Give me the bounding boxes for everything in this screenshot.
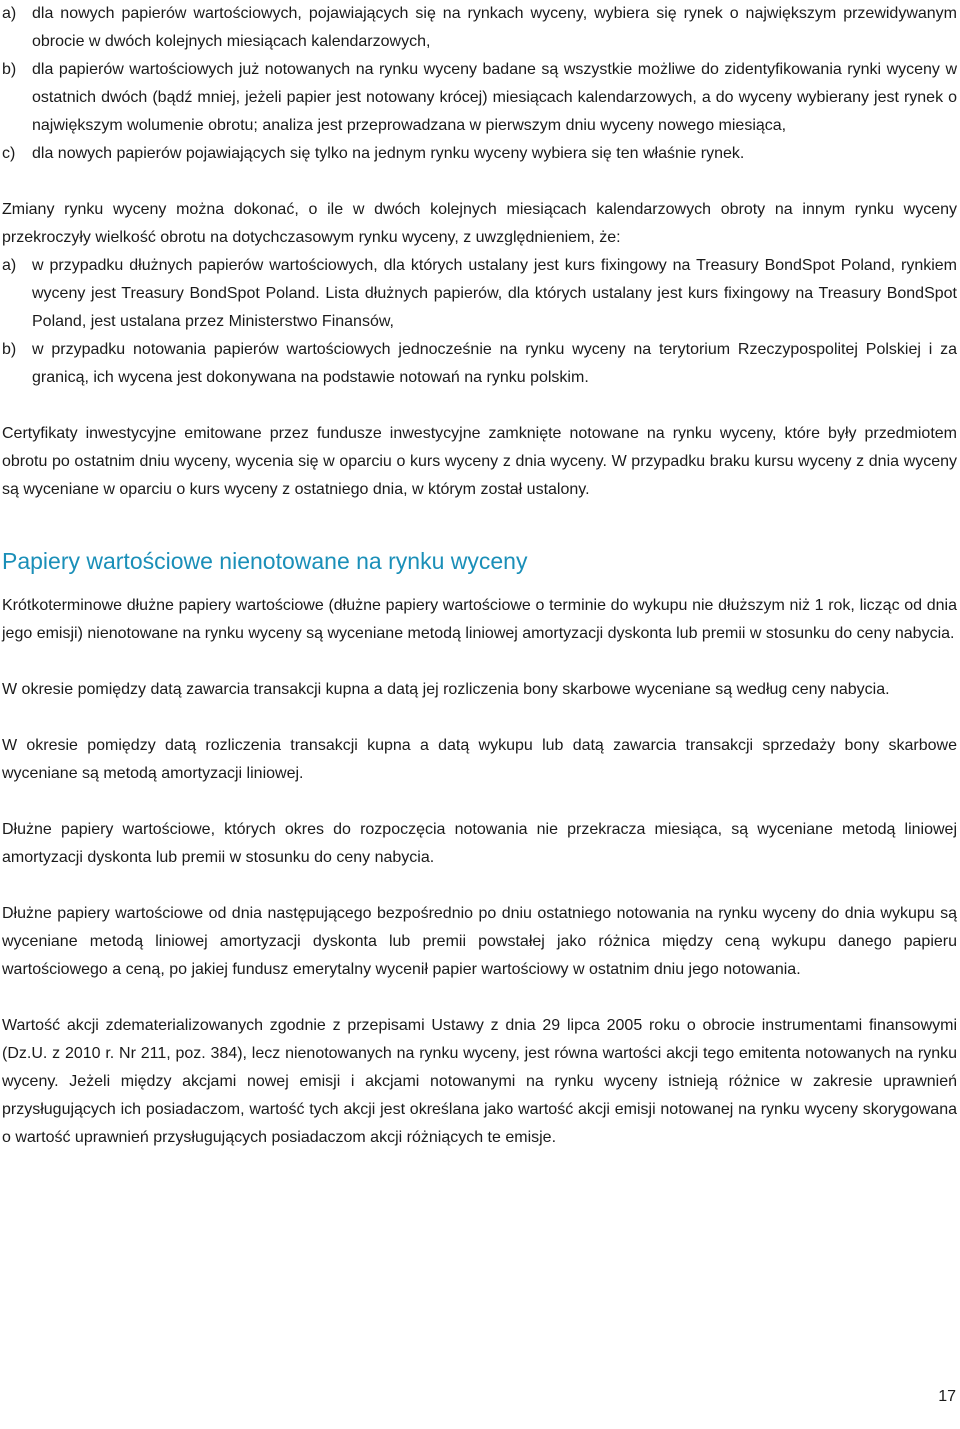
list-item-text: w przypadku dłużnych papierów wartościowych, dla których ustalany jest kurs fixingowy na Treasury BondSpot Poland, rynkiem wyceny jest Treasury BondSpot Poland. Lista dłużnych papierów, dla których ustalany jest kurs fixingowy na Treasury BondSpot Poland, jest ustalana przez Ministerstwo Finansów, [32,257,957,330]
list-marker: b) [2,341,17,358]
list-item [2,252,957,336]
list-marker: a) [2,257,17,274]
list-item [2,0,957,56]
paragraph-market-change: Zmiany rynku wyceny można dokonać, o ile w dwóch kolejnych miesiącach kalendarzowych obroty na innym rynku wyceny przekroczyły wielkość obrotu na dotychczasowym rynku wyceny, z uwzględnieniem, że: [2,201,957,246]
document-page [2,0,957,1152]
paragraph: Dłużne papiery wartościowe od dnia następującego bezpośrednio po dniu ostatniego notowania na rynku wyceny do dnia wykupu są wyceniane metodą liniowej amortyzacji dyskonta lub premii powstałej jako różnica między ceną wykupu danego papieru wartościowego a ceną, po jakiej fundusz emerytalny wycenił papier wartościowy w ostatnim dniu jego notowania. [2,905,957,978]
paragraph: Dłużne papiery wartościowe, których okres do rozpoczęcia notowania nie przekracza miesiąca, są wyceniane metodą liniowej amortyzacji dyskonta lub premii w stosunku do ceny nabycia. [2,821,957,866]
list-item-text: w przypadku notowania papierów wartościowych jednocześnie na rynku wyceny na terytorium Rzeczypospolitej Polskiej i za granicą, ich wycena jest dokonywana na podstawie notowań na rynku polskim. [32,341,957,386]
section-heading: Papiery wartościowe nienotowane na rynku wyceny [2,548,528,574]
list-marker: c) [2,145,16,162]
market-selection-list [2,0,957,168]
list-item [2,140,957,168]
list-item [2,336,957,392]
list-item-text: dla nowych papierów pojawiających się tylko na jednym rynku wyceny wybiera się ten właśnie rynek. [32,145,745,162]
paragraph: W okresie pomiędzy datą rozliczenia transakcji kupna a datą wykupu lub datą zawarcia transakcji sprzedaży bony skarbowe wyceniane są metodą amortyzacji liniowej. [2,737,957,782]
paragraph: W okresie pomiędzy datą zawarcia transakcji kupna a datą jej rozliczenia bony skarbowe wyceniane są według ceny nabycia. [2,681,890,698]
list-item-text: dla nowych papierów wartościowych, pojawiających się na rynkach wyceny, wybiera się rynek o największym przewidywanym obrocie w dwóch kolejnych miesiącach kalendarzowych, [32,5,957,50]
list-item-text: dla papierów wartościowych już notowanych na rynku wyceny badane są wszystkie możliwe do zidentyfikowania rynki wyceny w ostatnich dwóch (bądź mniej, jeżeli papier jest notowany krócej) miesiącach kalendarzowych, a do wyceny wybierany jest rynek o największym wolumenie obrotu; analiza jest przeprowadzana w pierwszym dniu wyceny nowego miesiąca, [32,61,957,134]
paragraph-certificates: Certyfikaty inwestycyjne emitowane przez fundusze inwestycyjne zamknięte notowane na rynku wyceny, które były przedmiotem obrotu po ostatnim dniu wyceny, wycenia się w oparciu o kurs wyceny z dnia wyceny. W przypadku braku kursu wyceny z dnia wyceny są wyceniane w oparciu o kurs wyceny z ostatniego dnia, w którym został ustalony. [2,425,957,498]
list-item [2,56,957,140]
list-marker: a) [2,5,17,22]
paragraph: Wartość akcji zdematerializowanych zgodnie z przepisami Ustawy z dnia 29 lipca 2005 roku o obrocie instrumentami finansowymi (Dz.U. z 2010 r. Nr 211, poz. 384), lecz nienotowanych na rynku wyceny, jest równa wartości akcji tego emitenta notowanych na rynku wyceny. Jeżeli między akcjami nowej emisji i akcjami notowanymi na rynku wyceny istnieją różnice w zakresie uprawnień przysługujących ich posiadaczom, wartość tych akcji jest określana jako wartość akcji emisji notowanej na rynku wyceny skorygowana o wartość uprawnień przysługujących posiadaczom akcji różniących te emisje. [2,1017,957,1146]
paragraph: Krótkoterminowe dłużne papiery wartościowe (dłużne papiery wartościowe o terminie do wykupu nie dłuższym niż 1 rok, licząc od dnia jego emisji) nienotowane na rynku wyceny są wyceniane metodą liniowej amortyzacji dyskonta lub premii w stosunku do ceny nabycia. [2,597,957,642]
list-marker: b) [2,61,17,78]
market-change-list [2,252,957,392]
page-number: 17 [938,1388,956,1405]
